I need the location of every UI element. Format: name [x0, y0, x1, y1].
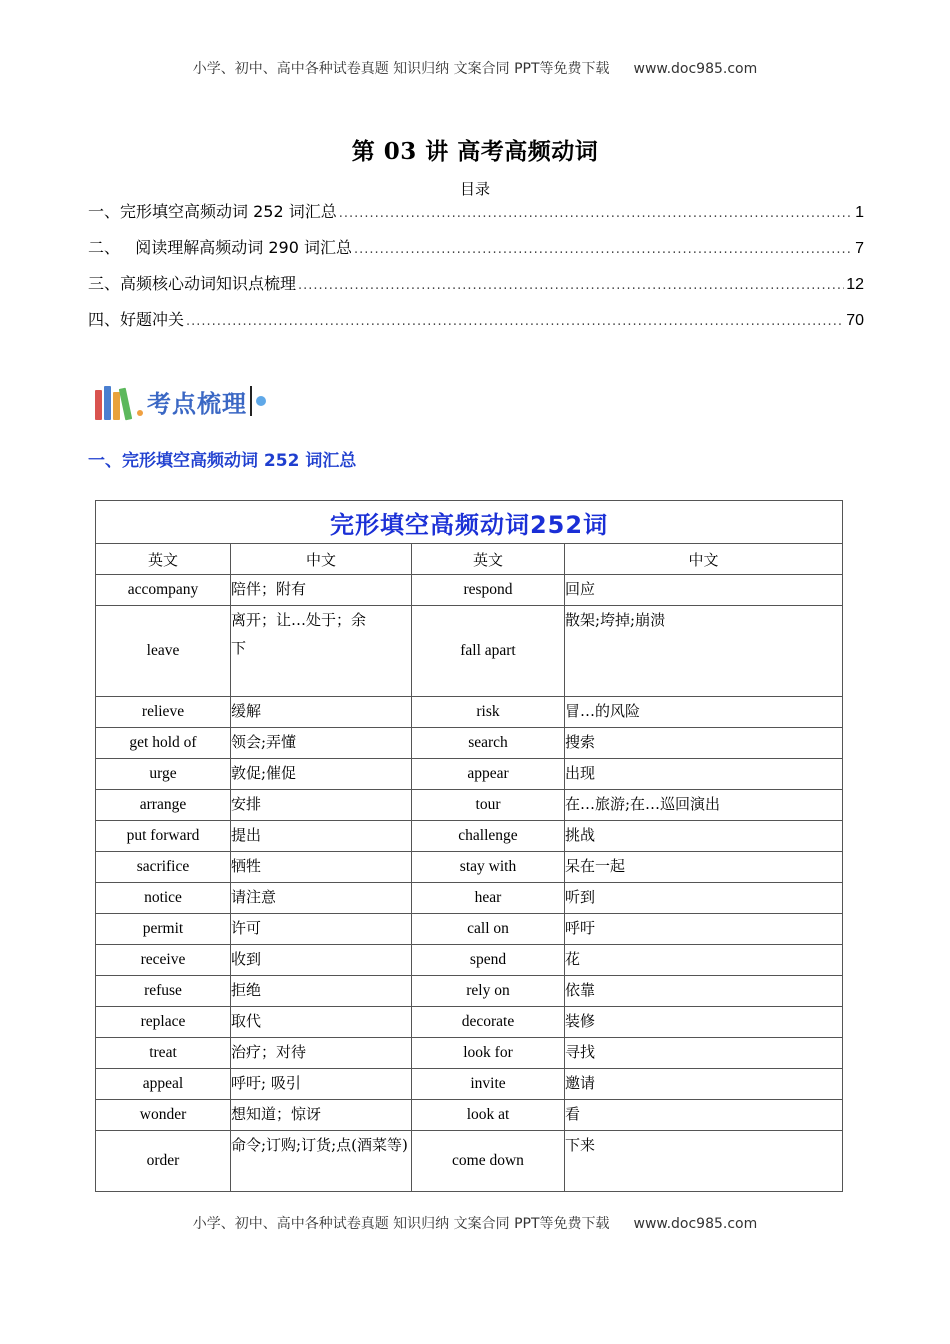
toc-item-1[interactable] [88, 199, 864, 235]
english-cell: challenge [412, 821, 565, 852]
toc-item-label: 三、高频核心动词知识点梳理 [88, 274, 297, 293]
table-row [96, 1131, 843, 1192]
toc-item-page: 7 [855, 240, 864, 257]
table-row [96, 697, 843, 728]
page-footer [0, 1213, 950, 1233]
english-cell: tour [412, 790, 565, 821]
table-caption: 完形填空高频动词252词 [96, 501, 843, 544]
chinese-cell: 冒…的风险 [565, 697, 843, 728]
english-cell: replace [96, 1007, 231, 1038]
toc-heading: 目录 [459, 180, 490, 198]
toc-item-4[interactable] [88, 307, 864, 343]
dot-icon [137, 410, 143, 416]
chinese-cell: 呆在一起 [565, 852, 843, 883]
table-row [96, 852, 843, 883]
english-cell: stay with [412, 852, 565, 883]
footer-site-link[interactable]: www.doc985.com [633, 1216, 758, 1232]
section-heading: 一、完形填空高频动词 252 词汇总 [88, 451, 357, 471]
chinese-cell: 听到 [565, 883, 843, 914]
chinese-cell: 下来 [565, 1131, 843, 1192]
toc-dot-leader [354, 242, 853, 257]
chinese-cell: 离开；让…处于；余下 [231, 606, 412, 697]
table-row [96, 1069, 843, 1100]
english-cell: leave [96, 606, 231, 697]
chinese-cell: 领会;弄懂 [231, 728, 412, 759]
header-site-link[interactable]: www.doc985.com [633, 61, 758, 77]
english-cell: fall apart [412, 606, 565, 697]
section-banner [95, 380, 266, 422]
english-cell: decorate [412, 1007, 565, 1038]
english-cell: invite [412, 1069, 565, 1100]
chinese-cell: 许可 [231, 914, 412, 945]
english-cell: come down [412, 1131, 565, 1192]
banner-divider [250, 386, 252, 416]
column-header: 英文 [412, 544, 565, 575]
table-row [96, 1007, 843, 1038]
column-header: 英文 [96, 544, 231, 575]
chinese-cell: 想知道；惊讶 [231, 1100, 412, 1131]
chinese-cell: 花 [565, 945, 843, 976]
english-cell: put forward [96, 821, 231, 852]
chinese-cell: 拒绝 [231, 976, 412, 1007]
table-row [96, 945, 843, 976]
table-row [96, 914, 843, 945]
english-cell: wonder [96, 1100, 231, 1131]
chinese-cell: 在…旅游;在…巡回演出 [565, 790, 843, 821]
english-cell: arrange [96, 790, 231, 821]
chinese-cell: 牺牲 [231, 852, 412, 883]
table-of-contents [88, 199, 864, 343]
chinese-cell: 看 [565, 1100, 843, 1131]
english-cell: appeal [96, 1069, 231, 1100]
english-cell: receive [96, 945, 231, 976]
chinese-cell: 缓解 [231, 697, 412, 728]
english-cell: relieve [96, 697, 231, 728]
english-cell: search [412, 728, 565, 759]
chinese-cell: 回应 [565, 575, 843, 606]
english-cell: accompany [96, 575, 231, 606]
table-row [96, 728, 843, 759]
chinese-cell: 邀请 [565, 1069, 843, 1100]
toc-dot-leader [339, 206, 853, 221]
table-caption-row [96, 501, 843, 544]
english-cell: call on [412, 914, 565, 945]
books-icon [95, 382, 131, 420]
chinese-cell: 出现 [565, 759, 843, 790]
chinese-cell: 陪伴；附有 [231, 575, 412, 606]
circle-icon [256, 396, 266, 406]
toc-item-3[interactable] [88, 271, 864, 307]
page-title: 第 03 讲 高考高频动词 [351, 138, 599, 165]
toc-item-page: 1 [855, 204, 864, 221]
chinese-cell: 收到 [231, 945, 412, 976]
chinese-cell: 安排 [231, 790, 412, 821]
english-cell: respond [412, 575, 565, 606]
table-row [96, 790, 843, 821]
chinese-cell: 提出 [231, 821, 412, 852]
english-cell: urge [96, 759, 231, 790]
column-header: 中文 [231, 544, 412, 575]
toc-item-2[interactable] [88, 235, 864, 271]
english-cell: notice [96, 883, 231, 914]
table-row [96, 883, 843, 914]
column-header: 中文 [565, 544, 843, 575]
english-cell: rely on [412, 976, 565, 1007]
table-row [96, 976, 843, 1007]
chinese-cell: 命令;订购;订货;点(酒菜等) [231, 1131, 412, 1192]
english-cell: treat [96, 1038, 231, 1069]
footer-text: 小学、初中、高中各种试卷真题 知识归纳 文案合同 PPT等免费下载 [192, 1216, 610, 1232]
english-cell: look for [412, 1038, 565, 1069]
toc-item-label: 四、好题冲关 [88, 310, 185, 329]
table-row [96, 575, 843, 606]
table-row [96, 606, 843, 697]
header-text: 小学、初中、高中各种试卷真题 知识归纳 文案合同 PPT等免费下载 [192, 61, 610, 77]
table-row [96, 1100, 843, 1131]
table-row [96, 759, 843, 790]
table-row [96, 821, 843, 852]
chinese-cell: 敦促;催促 [231, 759, 412, 790]
toc-dot-leader [298, 278, 844, 293]
english-cell: hear [412, 883, 565, 914]
toc-item-label: 二、 阅读理解高频动词 290 词汇总 [88, 238, 352, 257]
table-header-row [96, 544, 843, 575]
chinese-cell: 寻找 [565, 1038, 843, 1069]
chinese-cell: 搜索 [565, 728, 843, 759]
chinese-cell: 依靠 [565, 976, 843, 1007]
toc-dot-leader [186, 314, 844, 329]
english-cell: appear [412, 759, 565, 790]
chinese-cell: 挑战 [565, 821, 843, 852]
toc-item-label: 一、完形填空高频动词 252 词汇总 [88, 202, 337, 221]
chinese-cell: 呼吁; 吸引 [231, 1069, 412, 1100]
chinese-cell: 取代 [231, 1007, 412, 1038]
chinese-cell: 散架;垮掉;崩溃 [565, 606, 843, 697]
english-cell: get hold of [96, 728, 231, 759]
chinese-cell: 装修 [565, 1007, 843, 1038]
english-cell: sacrifice [96, 852, 231, 883]
english-cell: permit [96, 914, 231, 945]
english-cell: look at [412, 1100, 565, 1131]
chinese-cell: 请注意 [231, 883, 412, 914]
chinese-cell: 呼吁 [565, 914, 843, 945]
english-cell: refuse [96, 976, 231, 1007]
toc-item-page: 12 [846, 276, 864, 293]
chinese-cell: 治疗；对待 [231, 1038, 412, 1069]
banner-title: 考点梳理 [147, 389, 247, 418]
english-cell: risk [412, 697, 565, 728]
english-cell: order [96, 1131, 231, 1192]
page-header [0, 58, 950, 78]
vocab-table [95, 500, 843, 1192]
table-row [96, 1038, 843, 1069]
toc-item-page: 70 [846, 312, 864, 329]
english-cell: spend [412, 945, 565, 976]
